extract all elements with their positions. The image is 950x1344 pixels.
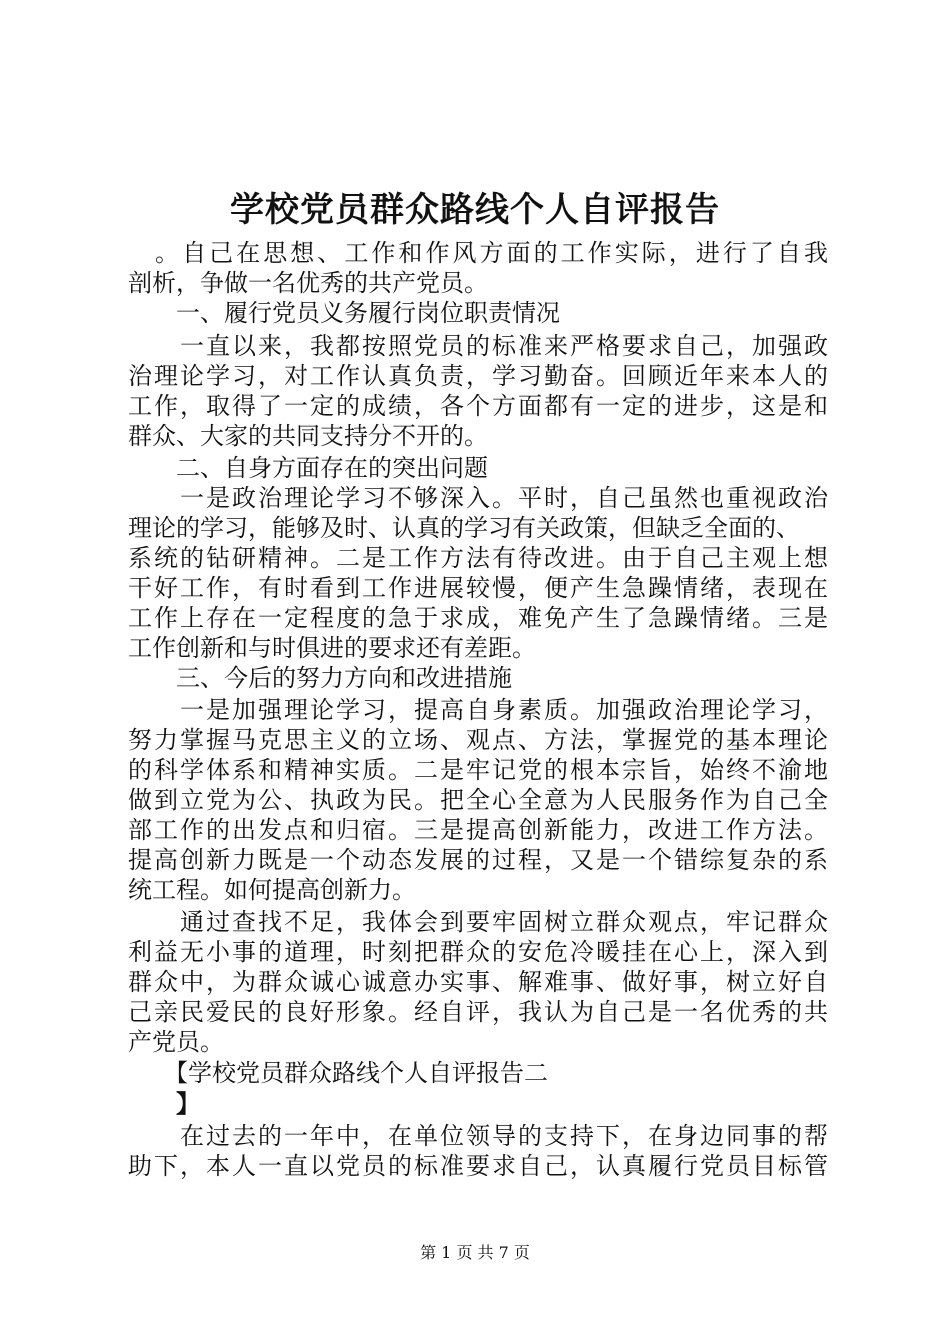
section-heading: 】	[128, 1089, 200, 1118]
body-line: 理论的学习，能够及时、认真的学习有关政策，但缺乏全面的、	[128, 514, 800, 542]
body-line: 一直以来，我都按照党员的标准来严格要求自己，加强政	[128, 332, 828, 360]
body-line: 系统的钻研精神。二是工作方法有待改进。由于自己主观上想	[128, 544, 828, 572]
body-line: 工作上存在一定程度的急于求成，难免产生了急躁情绪。三是	[128, 604, 828, 632]
body-line: 干好工作，有时看到工作进展较慢，便产生急躁情绪，表现在	[128, 574, 828, 602]
body-line: 提高创新力既是一个动态发展的过程，又是一个错综复杂的系	[128, 846, 828, 874]
body-line: 一是政治理论学习不够深入。平时，自己虽然也重视政治	[128, 484, 828, 512]
body-line: 统工程。如何提高创新力。	[128, 876, 416, 904]
body-line: 己亲民爱民的良好形象。经自评，我认为自己是一名优秀的共	[128, 998, 828, 1026]
body-line: 部工作的出发点和归宿。三是提高创新能力，改进工作方法。	[128, 816, 828, 844]
body-line: 群众、大家的共同支持分不开的。	[128, 422, 488, 450]
body-line: 在过去的一年中，在单位领导的支持下，在身边同事的帮	[128, 1122, 828, 1150]
body-line: 助下，本人一直以党员的标准要求自己，认真履行党员目标管	[128, 1152, 828, 1180]
body-line: 群众中，为群众诚心诚意办实事、解难事、做好事，树立好自	[128, 968, 828, 996]
document-title: 学校党员群众路线个人自评报告	[230, 190, 720, 230]
body-line: 治理论学习，对工作认真负责，学习勤奋。回顾近年来本人的	[128, 362, 828, 390]
section-heading: 【学校党员群众路线个人自评报告二	[128, 1059, 548, 1087]
section-heading: 三、今后的努力方向和改进措施	[128, 664, 512, 692]
body-line: 利益无小事的道理，时刻把群众的安危冷暖挂在心上，深入到	[128, 938, 828, 966]
body-line: 努力掌握马克思主义的立场、观点、方法，掌握党的基本理论	[128, 726, 828, 754]
body-line: 做到立党为公、执政为民。把全心全意为人民服务作为自己全	[128, 786, 828, 814]
body-line: 。自己在思想、工作和作风方面的工作实际，进行了自我	[128, 239, 828, 267]
body-line: 一是加强理论学习，提高自身素质。加强政治理论学习，	[128, 696, 828, 724]
page-number-footer: 第 1 页 共 7 页	[420, 1243, 530, 1262]
section-heading: 一、履行党员义务履行岗位职责情况	[128, 299, 560, 327]
body-line: 工作创新和与时俱进的要求还有差距。	[128, 634, 536, 662]
body-line: 产党员。	[128, 1028, 224, 1056]
body-line: 的科学体系和精神实质。二是牢记党的根本宗旨，始终不渝地	[128, 756, 828, 784]
body-line: 剖析，争做一名优秀的共产党员。	[128, 269, 488, 297]
section-heading: 二、自身方面存在的突出问题	[128, 454, 488, 482]
body-line: 工作，取得了一定的成绩，各个方面都有一定的进步，这是和	[128, 392, 828, 420]
body-line: 通过查找不足，我体会到要牢固树立群众观点，牢记群众	[128, 908, 828, 936]
